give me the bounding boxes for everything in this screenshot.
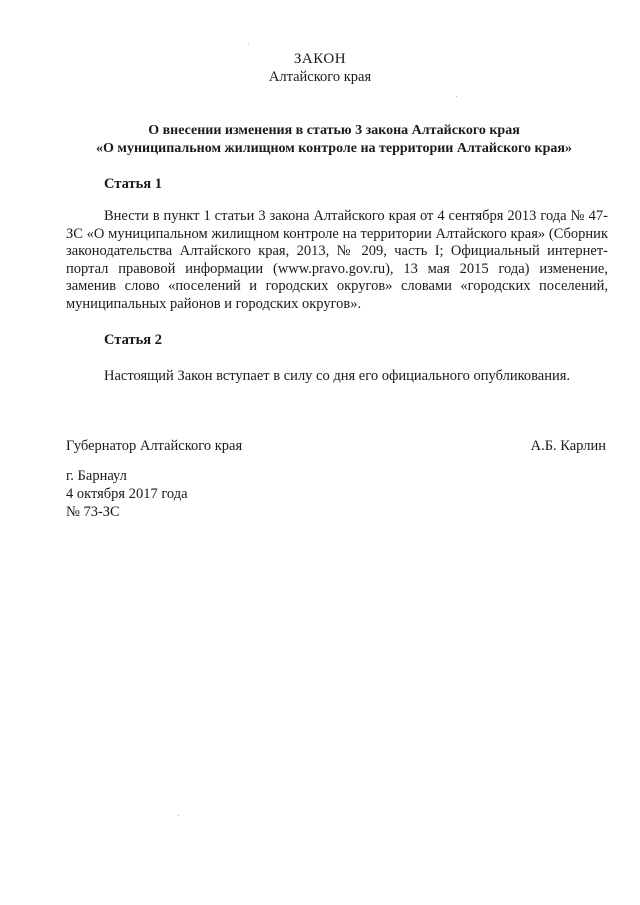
place-date-block [66,467,188,521]
scan-speck [456,96,457,97]
article-2-text: Настоящий Закон вступает в силу со дня его официального опубликования. [104,368,571,384]
signing-date: 4 октября 2017 года [66,486,188,502]
law-title: ЗАКОН [293,51,347,67]
scan-speck [178,815,179,816]
scan-speck [248,44,249,45]
law-number: № 73-ЗС [66,504,120,520]
article-1-heading: Статья 1 [104,176,162,192]
law-subject [60,122,608,158]
signatory-name: А.Б. Карлин [530,438,606,454]
law-subject-line-2: «О муниципальном жилищном контроле на территории Алтайского края» [96,141,572,156]
law-region: Алтайского края [268,69,372,85]
law-subject-line-1: О внесении изменения в статью 3 закона Алтайского края [148,123,520,138]
signatory-position: Губернатор Алтайского края [66,438,243,454]
place-city: г. Барнаул [66,468,127,484]
article-2-heading: Статья 2 [104,332,162,348]
signature-row [66,437,606,455]
article-1-text: Внести в пункт 1 статьи 3 закона Алтайского края от 4 сентября 2013 года № 47-ЗС «О муниципальном жилищном контроле на территории Алтайского края» (Сборник законодательства Алтайского края, 2013, № 209, часть I; Официальный интернет-портал правовой информации (www.pravo.gov.ru), 13 мая 2015 года) изменение, заменив слово «поселений и городских округов» словами «городских поселений, муниципальных районов и городских округов». [66,208,608,312]
